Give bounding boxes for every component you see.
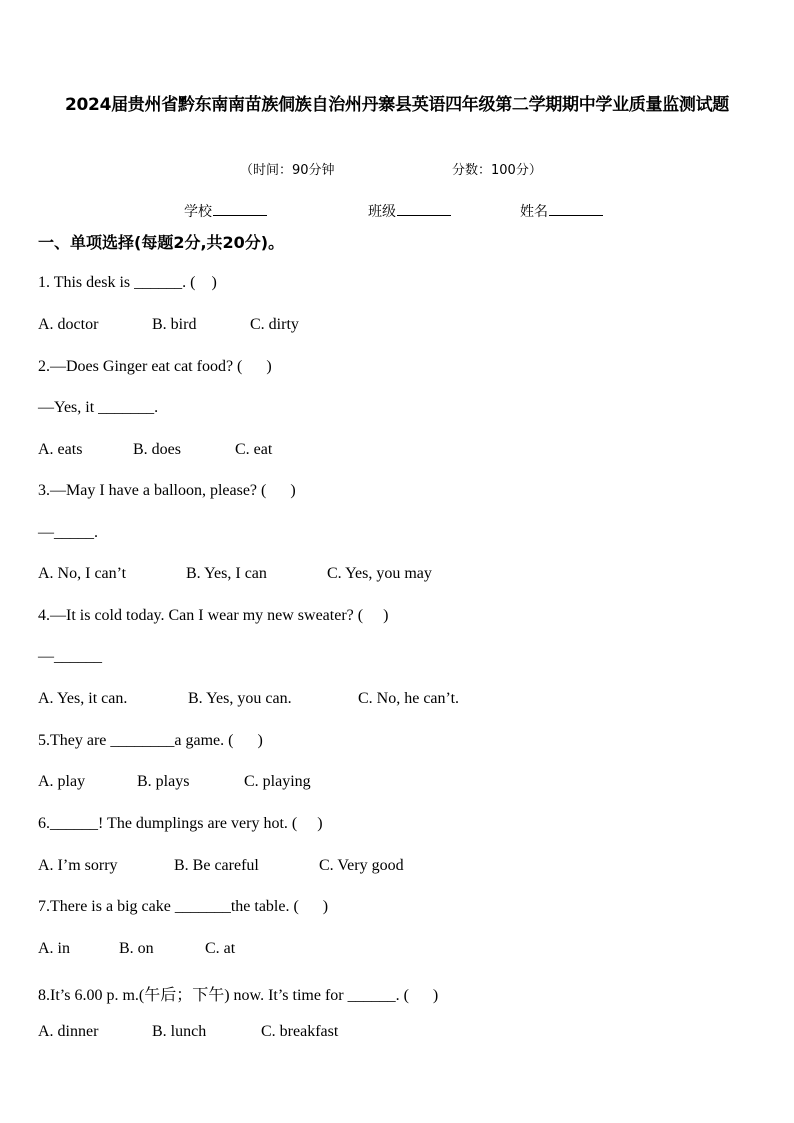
class-blank[interactable] — [397, 201, 451, 216]
option-b[interactable]: B. does — [133, 441, 181, 458]
option-c[interactable]: C. dirty — [250, 316, 299, 333]
question-2-answer-line: —Yes, it _______. — [38, 399, 159, 416]
student-info — [0, 201, 794, 223]
section-heading: 一、单项选择(每题2分,共20分)。 — [38, 233, 285, 252]
question-4: 4.—It is cold today. Can I wear my new sweater? ( ) — [38, 607, 389, 624]
question-8-options — [38, 1023, 738, 1045]
option-b[interactable]: B. Yes, I can — [186, 565, 267, 582]
school-field[interactable] — [184, 201, 267, 221]
option-a[interactable]: A. eats — [38, 441, 83, 458]
option-a[interactable]: A. play — [38, 773, 86, 790]
option-b[interactable]: B. lunch — [152, 1023, 207, 1040]
option-c[interactable]: C. at — [205, 940, 236, 957]
question-1: 1. This desk is ______. ( ) — [38, 274, 217, 291]
exam-title: 2024届贵州省黔东南南苗族侗族自治州丹寨县英语四年级第二学期期中学业质量监测试题 — [64, 95, 729, 115]
question-3-answer-line: —_____. — [38, 524, 98, 541]
option-a[interactable]: A. doctor — [38, 316, 99, 333]
class-field[interactable] — [368, 201, 451, 221]
option-c[interactable]: C. No, he can’t. — [358, 690, 460, 707]
question-7-options — [38, 940, 738, 962]
option-a[interactable]: A. dinner — [38, 1023, 99, 1040]
school-blank[interactable] — [213, 201, 267, 216]
question-6-options — [38, 857, 738, 879]
question-8: 8.It’s 6.00 p. m.(午后；下午) now. It’s time for ______. ( ) — [38, 987, 439, 1004]
question-4-answer-line: —______ — [38, 648, 102, 665]
total-score: 分数：100分） — [452, 163, 542, 178]
question-1-options — [38, 316, 738, 338]
time-limit: （时间：90分钟 — [240, 163, 335, 178]
option-b[interactable]: B. Yes, you can. — [188, 690, 292, 707]
question-7: 7.There is a big cake _______the table. ( ) — [38, 898, 329, 915]
question-2-options — [38, 441, 738, 463]
option-b[interactable]: B. on — [119, 940, 154, 957]
question-6: 6.______! The dumplings are very hot. ( ) — [38, 815, 323, 832]
question-5: 5.They are ________a game. ( ) — [38, 732, 263, 749]
option-c[interactable]: C. breakfast — [261, 1023, 339, 1040]
school-label: 学校 — [184, 204, 212, 220]
question-3-options — [38, 565, 738, 587]
name-label: 姓名 — [520, 204, 548, 220]
option-a[interactable]: A. in — [38, 940, 70, 957]
name-field[interactable] — [520, 201, 603, 221]
question-5-options — [38, 773, 738, 795]
question-2: 2.—Does Ginger eat cat food? ( ) — [38, 358, 272, 375]
question-3: 3.—May I have a balloon, please? ( ) — [38, 482, 296, 499]
option-b[interactable]: B. Be careful — [174, 857, 259, 874]
option-a[interactable]: A. I’m sorry — [38, 857, 118, 874]
option-c[interactable]: C. playing — [244, 773, 311, 790]
class-label: 班级 — [368, 204, 396, 220]
option-c[interactable]: C. Very good — [319, 857, 404, 874]
option-c[interactable]: C. eat — [235, 441, 273, 458]
question-4-options — [38, 690, 738, 712]
name-blank[interactable] — [549, 201, 603, 216]
option-b[interactable]: B. bird — [152, 316, 197, 333]
option-b[interactable]: B. plays — [137, 773, 190, 790]
option-a[interactable]: A. No, I can’t — [38, 565, 127, 582]
exam-meta — [0, 159, 794, 181]
option-a[interactable]: A. Yes, it can. — [38, 690, 128, 707]
option-c[interactable]: C. Yes, you may — [327, 565, 432, 582]
